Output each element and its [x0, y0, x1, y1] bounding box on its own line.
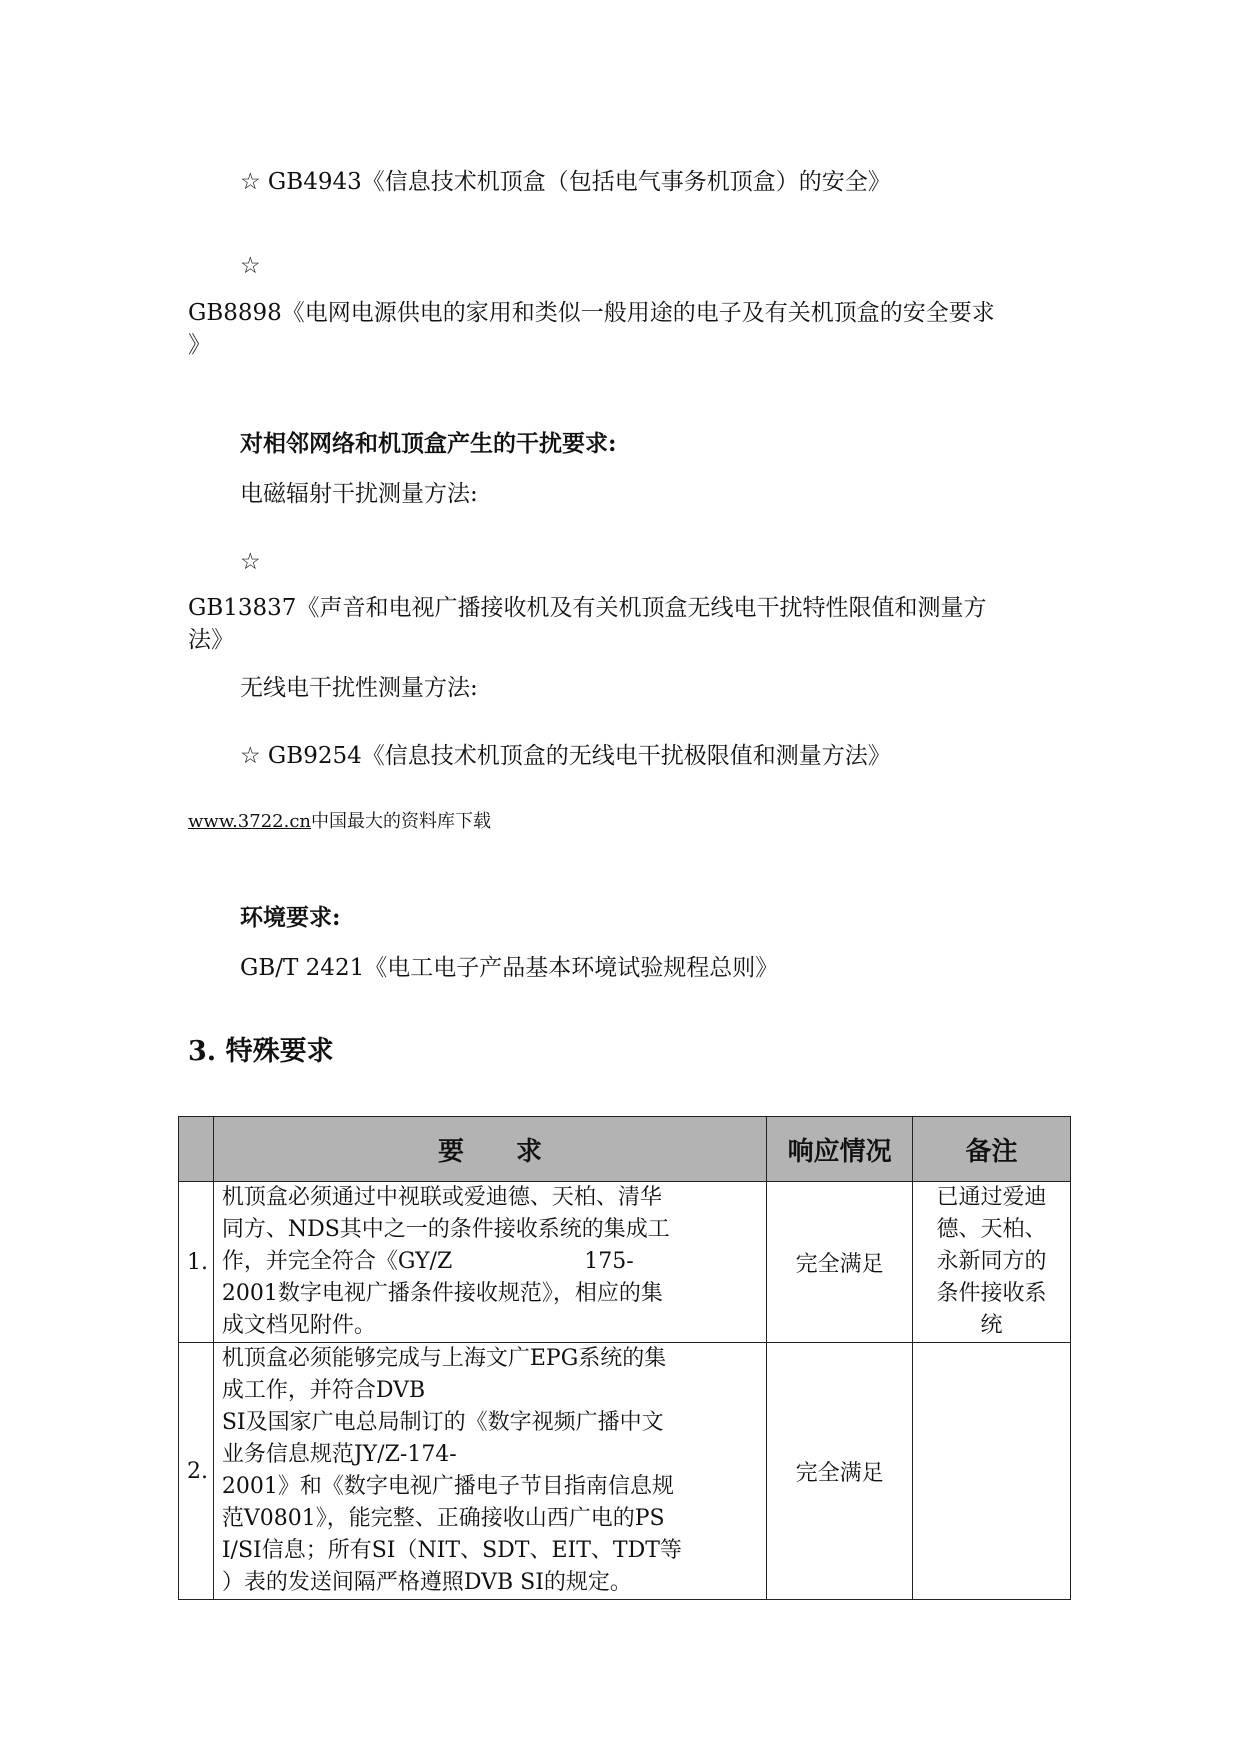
requirement-line: 2001》和《数字电视广播电子节目指南信息规 [221, 1474, 674, 1499]
note-cell [913, 1182, 1071, 1343]
note-line: 已通过爱迪 [936, 1185, 1047, 1210]
environment-heading: 环境要求: [240, 904, 341, 931]
response-cell: 完全满足 [767, 1343, 913, 1600]
standard-gbt2421: GB/T 2421《电工电子产品基本环境试验规程总则》 [240, 955, 779, 981]
star-bullet: ☆ [240, 549, 261, 575]
standard-gb8898-line2: 》 [188, 332, 211, 358]
row-number: 2. [179, 1343, 214, 1600]
watermark-line [188, 806, 491, 838]
requirement-line: 机顶盒必须能够完成与上海文广EPG系统的集 [221, 1346, 667, 1371]
standard-gb8898-line1: GB8898《电网电源供电的家用和类似一般用途的电子及有关机顶盒的安全要求 [188, 300, 995, 326]
section-title: 3. 特殊要求 [188, 1036, 334, 1067]
em-radiation-label: 电磁辐射干扰测量方法: [240, 481, 478, 507]
response-cell: 完全满足 [767, 1182, 913, 1343]
requirement-text [213, 1343, 766, 1600]
requirement-line: 范V0801》，能完整、正确接收山西广电的PS [221, 1506, 665, 1531]
header-response: 响应情况 [767, 1117, 913, 1182]
row-number: 1. [179, 1182, 214, 1343]
requirement-text [213, 1182, 766, 1343]
table-header-row [179, 1117, 1071, 1182]
table-row [179, 1343, 1071, 1600]
requirement-line: 成文档见附件。 [221, 1313, 376, 1338]
watermark-text: 中国最大的资料库下载 [311, 811, 492, 832]
requirement-line: ）表的发送间隔严格遵照DVB SI的规定。 [221, 1570, 632, 1595]
header-requirement: 要 求 [213, 1117, 766, 1182]
note-line: 统 [980, 1313, 1003, 1338]
requirement-line: 成工作，并符合DVB [221, 1378, 426, 1403]
star-bullet: ☆ [240, 253, 261, 279]
requirement-line: 业务信息规范JY/Z-174- [221, 1442, 457, 1467]
standard-gb9254: ☆ GB9254《信息技术机顶盒的无线电干扰极限值和测量方法》 [240, 743, 891, 769]
note-line: 永新同方的 [936, 1249, 1047, 1274]
interference-heading: 对相邻网络和机顶盒产生的干扰要求: [240, 430, 617, 457]
requirement-line: 2001数字电视广播条件接收规范》，相应的集 [221, 1281, 663, 1306]
header-note: 备注 [913, 1117, 1071, 1182]
requirement-line: I/SI信息；所有SI（NIT、SDT、EIT、TDT等 [221, 1538, 682, 1563]
requirements-table [178, 1116, 1071, 1600]
header-number [179, 1117, 214, 1182]
radio-interference-label: 无线电干扰性测量方法: [240, 675, 478, 701]
requirement-line: 同方、NDS其中之一的条件接收系统的集成工 [221, 1217, 670, 1242]
requirement-line: 作，并完全符合《GY/Z 175- [221, 1249, 634, 1274]
note-cell [913, 1343, 1071, 1600]
table-row [179, 1182, 1071, 1343]
requirement-line: SI及国家广电总局制订的《数字视频广播中文 [221, 1410, 664, 1435]
standard-gb13837-line1: GB13837《声音和电视广播接收机及有关机顶盒无线电干扰特性限值和测量方 [188, 595, 987, 621]
note-line: 德、天柏、 [936, 1217, 1047, 1242]
standard-gb4943: ☆ GB4943《信息技术机顶盒（包括电气事务机顶盒）的安全》 [240, 169, 891, 195]
requirement-line: 机顶盒必须通过中视联或爱迪德、天柏、清华 [221, 1185, 662, 1210]
note-line: 条件接收系 [936, 1281, 1047, 1306]
watermark-link[interactable]: www.3722.cn [188, 811, 312, 832]
standard-gb13837-line2: 法》 [188, 627, 234, 653]
